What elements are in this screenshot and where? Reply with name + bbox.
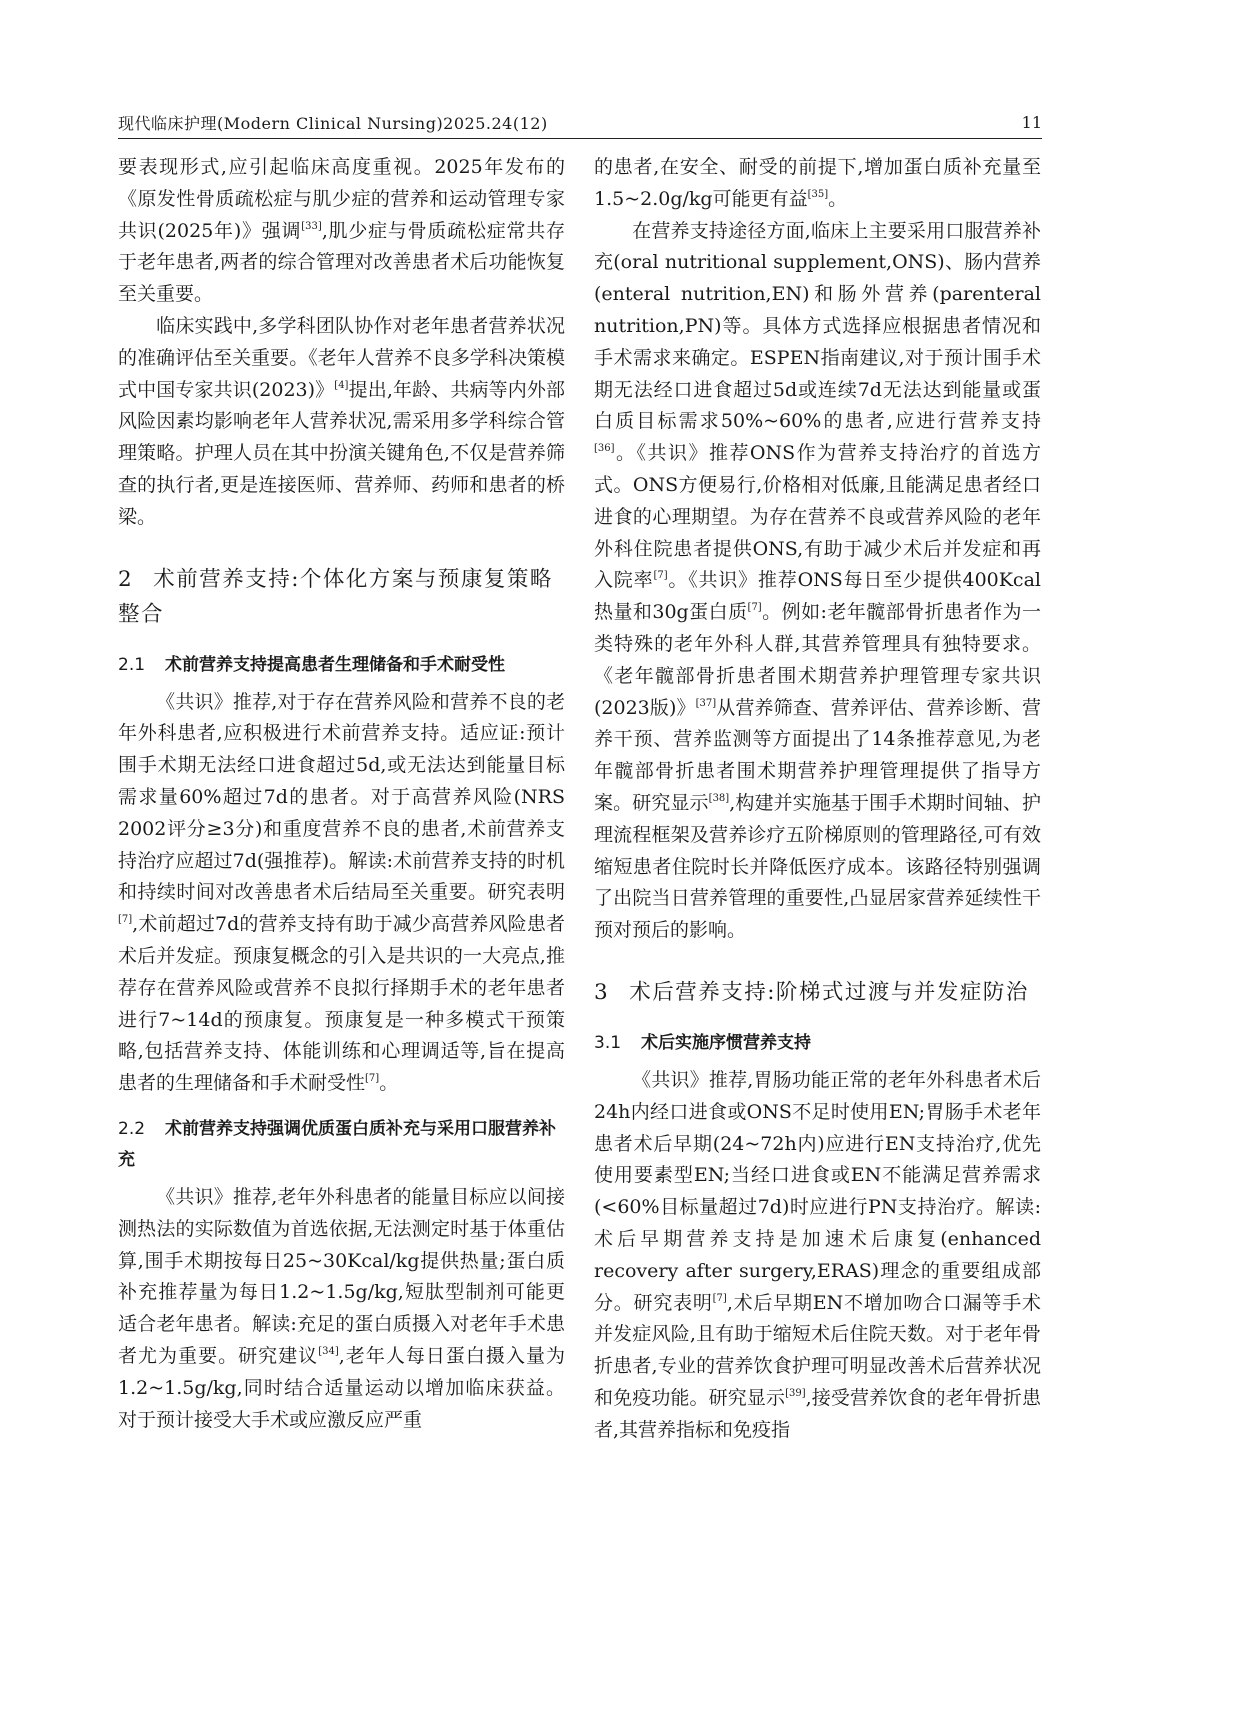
citation: [34] bbox=[318, 1345, 339, 1357]
paragraph: 《共识》推荐,老年外科患者的能量目标应以间接测热法的实际数值为首选依据,无法测定时基于体重估算,围手术期按每日25~30Kcal/kg提供热量;蛋白质补充推荐量为每日1.2~1.5g/kg,短肽型制剂可能更适合老年患者。解读:充足的蛋白质摄入对老年手术患者尤为重要。研究建议[34],老年人每日蛋白摄入量为1.2~1.5g/kg,同时结合适量运动以增加临床获益。对于预计接受大手术或应激反应严重 bbox=[118, 1185, 565, 1431]
paragraph: 在营养支持途径方面,临床上主要采用口服营养补充(oral nutritional supplement,ONS)、肠内营养(enteral nutrition,EN)和肠外营养(parenteral nutrition,PN)等。具体方式选择应根据患者情况和手术需求来确定。ESPEN指南建议,对于预计围手术期无法经口进食超过5d或连续7d无法达到能量或蛋白质目标需求50%~60%的患者,应进行营养支持[36]。《共识》推荐ONS作为营养支持治疗的首选方式。ONS方便易行,价格相对低廉,且能满足患者经口进食的心理期望。为存在营养不良或营养风险的老年外科住院患者提供ONS,有助于减少术后并发症和再入院率[7]。《共识》推荐ONS每日至少提供400Kcal热量和30g蛋白质[7]。例如:老年髋部骨折患者作为一类特殊的老年外科人群,其营养管理具有独特要求。《老年髋部骨折患者围术期营养护理管理专家共识(2023版)》[37]从营养筛查、营养评估、营养诊断、营养干预、营养监测等方面提出了14条推荐意见,为老年髋部骨折患者围术期营养护理管理提供了指导方案。研究显示[38],构建并实施基于围手术期时间轴、护理流程框架及营养诊疗五阶梯原则的管理路径,可有效缩短患者住院时长并降低医疗成本。该路径特别强调了出院当日营养管理的重要性,凸显居家营养延续性干预对预后的影响。 bbox=[594, 219, 1041, 942]
subsection-heading-2-2: 2.2 术前营养支持强调优质蛋白质补充与采用口服营养补充 bbox=[118, 1118, 557, 1170]
section-heading-2: 2 术前营养支持:个体化方案与预康复策略整合 bbox=[118, 566, 553, 627]
journal-title: 现代临床护理(Modern Clinical Nursing)2025.24(12) bbox=[118, 114, 548, 133]
paragraph: 《共识》推荐,对于存在营养风险和营养不良的老年外科患者,应积极进行术前营养支持。适应证:预计围手术期无法经口进食超过5d,或无法达到能量目标需求量60%超过7d的患者。对于高营养风险(NRS 2002评分≥3分)和重度营养不良的患者,术前营养支持治疗应超过7d(强推荐)。解读:术前营养支持的时机和持续时间对改善患者术后结局至关重要。研究表明[7],术前超过7d的营养支持有助于减少高营养风险患者术后并发症。预康复概念的引入是共识的一大亮点,推荐存在营养风险或营养不良拟行择期手术的老年患者进行7~14d的预康复。预康复是一种多模式干预策略,包括营养支持、体能训练和心理调适等,旨在提高患者的生理储备和手术耐受性[7]。 bbox=[118, 690, 565, 1095]
citation: [38] bbox=[708, 792, 730, 804]
citation: [7] bbox=[653, 570, 668, 582]
citation: [4] bbox=[334, 379, 349, 391]
section-heading-3: 3 术后营养支持:阶梯式过渡与并发症防治 bbox=[594, 979, 1029, 1005]
paragraph: 的患者,在安全、耐受的前提下,增加蛋白质补充量至1.5~2.0g/kg可能更有益[35]。 bbox=[594, 156, 1041, 210]
paragraph: 临床实践中,多学科团队协作对老年患者营养状况的准确评估至关重要。《老年人营养不良多学科决策模式中国专家共识(2023)》[4]提出,年龄、共病等内外部风险因素均影响老年人营养状况,需采用多学科综合管理策略。护理人员在其中扮演关键角色,不仅是营养筛查的执行者,更是连接医师、营养师、药师和患者的桥梁。 bbox=[118, 314, 565, 528]
subsection-heading-2-1: 2.1 术前营养支持提高患者生理储备和手术耐受性 bbox=[118, 654, 506, 675]
citation: [7] bbox=[118, 914, 133, 926]
citation: [39] bbox=[785, 1387, 806, 1399]
left-column bbox=[118, 152, 565, 1436]
paragraph: 《共识》推荐,胃肠功能正常的老年外科患者术后24h内经口进食或ONS不足时使用EN;胃肠手术老年患者术后早期(24~72h内)应进行EN支持治疗,优先使用要素型EN;当经口进食或EN不能满足营养需求(<60%目标量超过7d)时应进行PN支持治疗。解读:术后早期营养支持是加速术后康复(enhanced recovery after surgery,ERAS)理念的重要组成部分。研究表明[7],术后早期EN不增加吻合口漏等手术并发症风险,且有助于缩短术后住院天数。对于老年骨折患者,专业的营养饮食护理可明显改善术后营养状况和免疫功能。研究显示[39],接受营养饮食的老年骨折患者,其营养指标和免疫指 bbox=[594, 1068, 1041, 1441]
header-rule bbox=[118, 138, 1042, 139]
citation: [35] bbox=[807, 188, 829, 200]
paragraph: 要表现形式,应引起临床高度重视。2025年发布的《原发性骨质疏松症与肌少症的营养和运动管理专家共识(2025年)》强调[33],肌少症与骨质疏松症常共存于老年患者,两者的综合管理对改善患者术后功能恢复至关重要。 bbox=[118, 156, 565, 306]
citation: [36] bbox=[594, 443, 615, 455]
citation: [37] bbox=[695, 697, 717, 709]
subsection-heading-3-1: 3.1 术后实施序惯营养支持 bbox=[594, 1032, 812, 1053]
page-number: 11 bbox=[1021, 113, 1042, 132]
right-column bbox=[594, 152, 1041, 1446]
citation: [7] bbox=[712, 1292, 727, 1304]
citation: [7] bbox=[365, 1073, 380, 1085]
running-header bbox=[118, 103, 1042, 135]
citation: [7] bbox=[747, 602, 762, 614]
citation: [33] bbox=[301, 220, 322, 232]
